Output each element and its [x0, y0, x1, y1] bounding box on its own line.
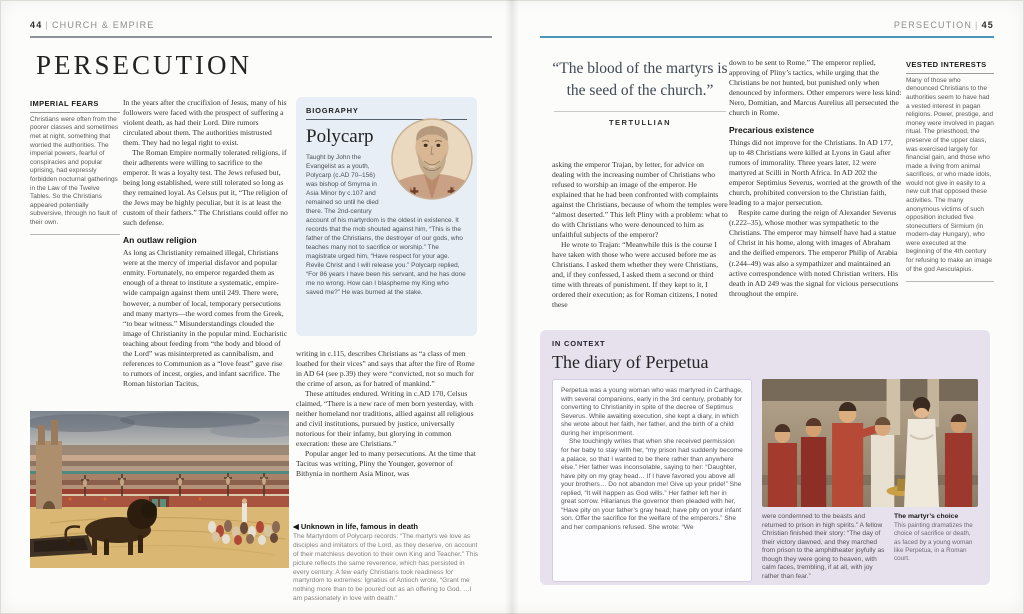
- paragraph: Things did not improve for the Christians. In AD 177, up to 48 Christians were killed at Lyons in Gaul after rumors of immorality. Three years later, 12 were martyred at Scilli in North Africa. In AD 202 the emperor Septimius Severus, worried at the growth of the church, prohibited conversion to the Christian faith, leading to a major persecution.: [729, 138, 902, 208]
- quote-rule: [554, 111, 726, 112]
- roman-court-painting: [762, 379, 978, 507]
- paragraph: He wrote to Trajan: “Meanwhile this is the course I have taken with those who were accused before me as Christians. I asked them whether they were Christians, and, if they confessed, I asked them a second or third time with threats of punishment. If they kept to it, I ordered their execution; as for Roman citizens, I noted these: [552, 240, 718, 310]
- paragraph: down to be sent to Rome.” The emperor replied, approving of Pliny’s tactics, while urging that the Christians be not hunted, but punished only when denounced by informers. Other emperors were less kind: Nero, Domitian, and Marcus Aurelius all persecuted the church in Rome.: [729, 58, 902, 118]
- right-header-rule: [540, 36, 994, 38]
- left-section-label: CHURCH & EMPIRE: [51, 20, 155, 30]
- left-page-number: 44: [30, 20, 43, 30]
- polycarp-portrait-icon: [391, 110, 473, 208]
- vested-interests-sidebar: [906, 60, 994, 282]
- subhead-outlaw-religion: An outlaw religion: [123, 235, 197, 246]
- paragraph: Respite came during the reign of Alexander Severus (r.222–35), whose mother was sympathetic to the Christians. The emperor may himself have had a statue of Christ in his home, along with images of Abraham and the deified emperors. The emperor Philip of Arabia (r.244–49) was also a sympathizer and maintained an active correspondence with noted Christian writers. His death in AD 249 was the signal for vicious persecutions throughout the empire.: [729, 208, 899, 298]
- paragraph: The Roman Empire normally tolerated religions, if their adherents were willing to sacrifice to the emperor. It was a loyalty test. The Jews refused but, being long established, were still tolerated so long as they remained loyal. As Celsus put it, “The religion of the Jews may be highly peculiar, but it is at least the custom of their fathers.” The Christians could offer no such defense.: [123, 148, 288, 228]
- caption-body: The Martyrdom of Polycarp records: “The martyrs we love as disciples and imitators of the Lord, as they deserve, on account of their matchless devotion to their own King and Teacher.” This picture reflects the same reverence, which has persisted in every century. A few early Christians took readiness for martyrdom to extremes: Ignatius of Antioch wrote, “Grant me nothing more than to be poured out as an offering to God. …I am passionately in love with death.”: [293, 533, 479, 603]
- imperial-fears-heading: IMPERIAL FEARS: [30, 99, 120, 113]
- biography-title: Polycarp: [306, 126, 374, 147]
- paragraph: In the years after the crucifixion of Jesus, many of his followers were faced with the prospect of suffering a violent death, as had their Lord. Dire rumors circulated about them. The authorities mistrusted them. They had no legal right to exist.: [123, 98, 287, 148]
- paragraph: She touchingly writes that when she received permission for her baby to stay with her, “my prison had suddenly become a palace, so that I wanted to be there rather than anywhere else.” Her father was inconsolable, saying to her: “Daughter, have pity on my gray head… If I have favored you above all your brothers… Do not abandon me! Give up your pride!” She replied, “It will happen as God wills.” Her father left her in great sorrow. Hilarianus the governor then pleaded with her, “Have pity on your father’s gray head; have pity on your infant son. Offer the sacrifice for the welfare of the emperors.” She and her companions refused. She wrote: “We: [561, 438, 743, 531]
- pull-quote: “The blood of the martyrs is the seed of the church.”: [552, 60, 728, 99]
- in-context-title: The diary of Perpetua: [552, 352, 709, 372]
- paragraph: writing in c.115, describes Christians as “a class of men loathed for their vices” and says that after the fire of Rome in AD 64 (see p.39) they were “convicted, not so much for the crime of arson, as for hatred of mankind.”: [296, 349, 475, 389]
- pull-quote-block: [550, 58, 730, 127]
- right-section-label: PERSECUTION: [893, 20, 973, 30]
- sidebar-end-rule: [906, 281, 994, 282]
- biography-body: Taught by John the Evangelist as a youth, Polycarp (c.AD 70–156) was bishop of Smyrna in Asia Minor by c.107 and remained so until he died there. The 2nd-century account of his martyrdom is the oldest in existence. It records that the mob shouted against him, “This is the father of the Christians, the destroyer of our gods, who teaches many not to sacrifice or worship.” The magistrate urged him, “Have respect for your age. Revile Christ and I will release you.” Polycarp replied, “For 86 years I have been his servant, and he has done me no wrong. How can I blaspheme my King who saved me?” He was burned at the stake.: [306, 154, 466, 296]
- right-page-number: 45: [981, 20, 994, 30]
- caption-body: This painting dramatizes the choice of sacrifice or death, as faced by a young woman like Perpetua, in a Roman court.: [894, 522, 973, 563]
- perpetua-diary-panel: [552, 379, 752, 582]
- left-column-1: [123, 98, 289, 410]
- folio-divider: |: [45, 20, 49, 30]
- martyrs-choice-caption: [894, 513, 978, 582]
- caption-title: The martyr’s choice: [894, 513, 959, 520]
- right-running-head: [894, 20, 994, 30]
- paragraph: Popular anger led to many persecutions. At the time that Tacitus was writing, Pliny the Younger, governor of Bithynia in northern Asia Minor, was: [296, 449, 476, 479]
- right-column-2: [729, 58, 902, 324]
- page-title: PERSECUTION: [36, 50, 253, 80]
- biography-label: BIOGRAPHY: [306, 106, 467, 120]
- colosseum-painting: [30, 411, 289, 568]
- biography-box: [296, 97, 477, 336]
- folio-divider: |: [975, 20, 979, 30]
- left-running-head: [30, 20, 154, 30]
- left-header-rule: [30, 36, 492, 38]
- sidebar-end-rule: [30, 234, 120, 235]
- left-image-caption: [293, 522, 480, 604]
- vested-interests-body: Many of those who denounced Christians to the authorities seem to have had a vested interest in pagan religions. Power, prestige, and money were involved in pagan ritual. The priesthood, the preserve of the upper class, was exercised largely for financial gain, and those who made a living from animal sacrifices, or who made idols, would not give in easily to a new cult that opposed these activities. The many anonymous victims of such opposition included five stonecutters of Sirmium (in modern-day Hungary), who were executed at the beginning of the 4th century for refusing to make an image of the god Aesculapius.: [906, 76, 994, 273]
- imperial-fears-sidebar: [30, 99, 120, 235]
- right-column-1: [552, 160, 728, 324]
- left-column-2: [296, 349, 479, 517]
- imperial-fears-body: Christians were often from the poorer classes and sometimes met at night, something that worried the authorities. The imperial powers, fearful of conspiracies and popular uprising, had expressly forbidden nocturnal gatherings in the Law of the Twelve Tables. So the Christians appeared potentially subversive, through no fault of their own.: [30, 115, 119, 226]
- page-gutter: [505, 0, 519, 614]
- vested-interests-heading: VESTED INTERESTS: [906, 60, 994, 74]
- caption-title: ◀ Unknown in life, famous in death: [293, 522, 418, 531]
- paragraph: As long as Christianity remained illegal, Christians were at the mercy of imperial disfavor and popular enmity. Fortunately, no emperor regarded them as enough of a threat to institute a systematic, empire-wide campaign against them until 249. There were, however, a number of local, temporary persecutions and many martyrs—the word comes from the Greek, “to bear witness.” Misunderstandings clouded the image of Christianity in the popular mind. Eucharistic teaching about feeding from “the body and blood of the Lord” was misinterpreted as cannibalism, and references to Communion as a “love feast” gave rise to rumors of incest, orgies, and infant sacrifice. The Roman historian Tacitus,: [123, 248, 288, 388]
- in-context-box: [540, 330, 990, 585]
- subhead-precarious-existence: Precarious existence: [729, 125, 815, 136]
- quote-attribution: TERTULLIAN: [608, 118, 672, 127]
- perpetua-continuation-text: were condemned to the beasts and returned to prison in high spirits.” A fellow Christian finished their story: “The day of their victory dawned, and they marched from prison to the amphitheater joyfully as though they were going to heaven, with calm faces, trembling, if at all, with joy rather than fear.”: [762, 513, 885, 580]
- paragraph: Perpetua was a young woman who was martyred in Carthage, with several companions, early in the 3rd century, probably for converting to Christianity in spite of the decree of Septimus Severus. While awaiting execution, she kept a diary, in which she wrote about her faith, her father, and the birth of a child during her imprisonment.: [561, 387, 743, 437]
- paragraph: asking the emperor Trajan, by letter, for advice on dealing with the increasing number of Christians who refused to worship an image of the emperor. He explained that he had been confronted with complaints against the Christians, because of whom the temples were “almost deserted.” This left Pliny with a problem: what to do with Christians who were denounced to him as unfaithful subjects of the emperor?: [552, 160, 728, 240]
- in-context-label: IN CONTEXT: [552, 339, 606, 348]
- paragraph: These attitudes endured. Writing in c.AD 170, Celsus claimed, “There is a new race of men born yesterday, with neither homeland nor traditions, allied against all religious and civil institutions, pursued by justice, universally notorious for their infamy, but glorying in common execration: these are Christians.”: [296, 389, 474, 449]
